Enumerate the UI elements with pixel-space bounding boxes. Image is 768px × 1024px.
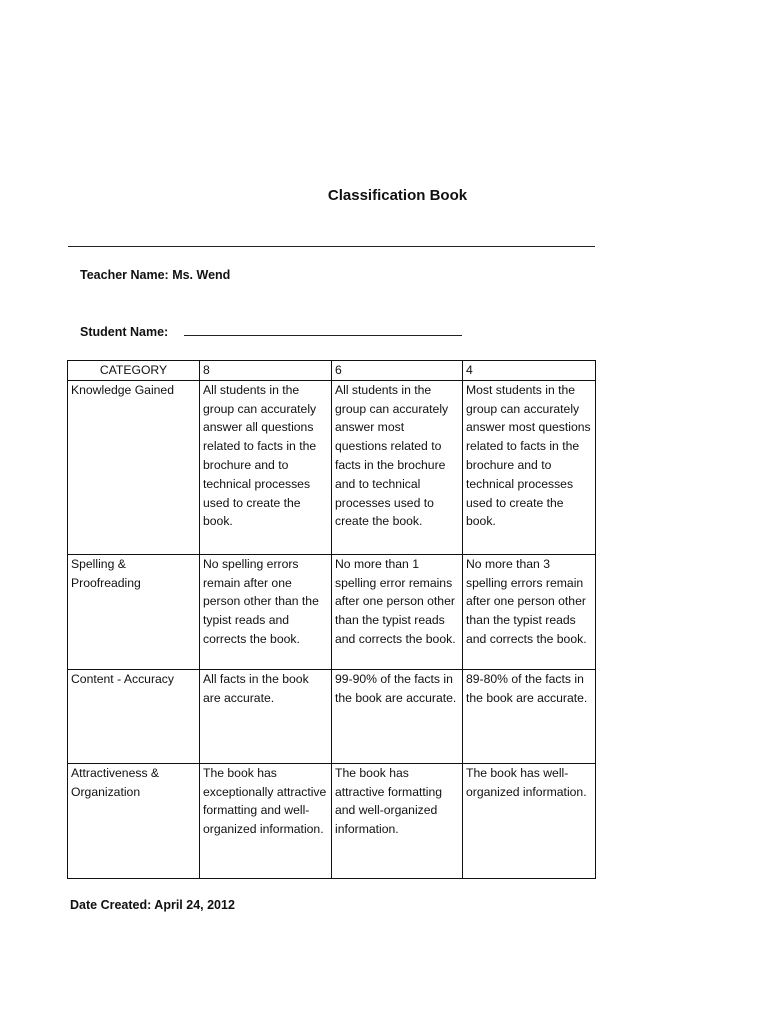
criteria-cell: All facts in the book are accurate. <box>200 669 332 763</box>
date-created-line <box>70 898 235 912</box>
teacher-name-line <box>80 268 230 282</box>
category-cell: Attractiveness & Organization <box>68 763 200 878</box>
criteria-cell: The book has attractive formatting and well-organized information. <box>332 763 463 878</box>
rubric-header-row <box>68 361 596 381</box>
criteria-cell: The book has exceptionally attractive formatting and well-organized information. <box>200 763 332 878</box>
page-title: Classification Book <box>327 187 468 204</box>
criteria-cell: All students in the group can accurately answer most questions related to facts in the brochure and to technical processes used to create the book. <box>332 380 463 554</box>
header-score-6: 6 <box>332 361 463 381</box>
criteria-cell: All students in the group can accurately answer all questions related to facts in the brochure and to technical processes used to create the book. <box>200 380 332 554</box>
table-row <box>68 380 596 554</box>
criteria-cell: No spelling errors remain after one person other than the typist reads and corrects the book. <box>200 554 332 669</box>
student-name-label: Student Name: <box>80 325 169 339</box>
criteria-cell: The book has well-organized information. <box>463 763 596 878</box>
criteria-cell: No more than 3 spelling errors remain after one person other than the typist reads and corrects the book. <box>463 554 596 669</box>
category-cell: Knowledge Gained <box>68 380 200 554</box>
teacher-name-value: Ms. Wend <box>172 268 231 282</box>
table-row <box>68 669 596 763</box>
title-divider <box>68 246 595 247</box>
criteria-cell: 99-90% of the facts in the book are accurate. <box>332 669 463 763</box>
category-cell: Spelling & Proofreading <box>68 554 200 669</box>
table-row <box>68 763 596 878</box>
header-score-8: 8 <box>200 361 332 381</box>
criteria-cell: 89-80% of the facts in the book are accurate. <box>463 669 596 763</box>
header-category: CATEGORY <box>68 361 200 381</box>
student-name-blank <box>184 323 462 336</box>
table-row <box>68 554 596 669</box>
category-cell: Content - Accuracy <box>68 669 200 763</box>
header-score-4: 4 <box>463 361 596 381</box>
teacher-name-label: Teacher Name: <box>80 268 169 282</box>
student-name-line <box>80 323 462 339</box>
criteria-cell: Most students in the group can accurately answer most questions related to facts in the brochure and to technical processes used to create the book. <box>463 380 596 554</box>
date-created-value: April 24, 2012 <box>154 898 235 912</box>
date-created-label: Date Created: <box>70 898 152 912</box>
criteria-cell: No more than 1 spelling error remains after one person other than the typist reads and corrects the book. <box>332 554 463 669</box>
rubric-table <box>67 360 596 879</box>
